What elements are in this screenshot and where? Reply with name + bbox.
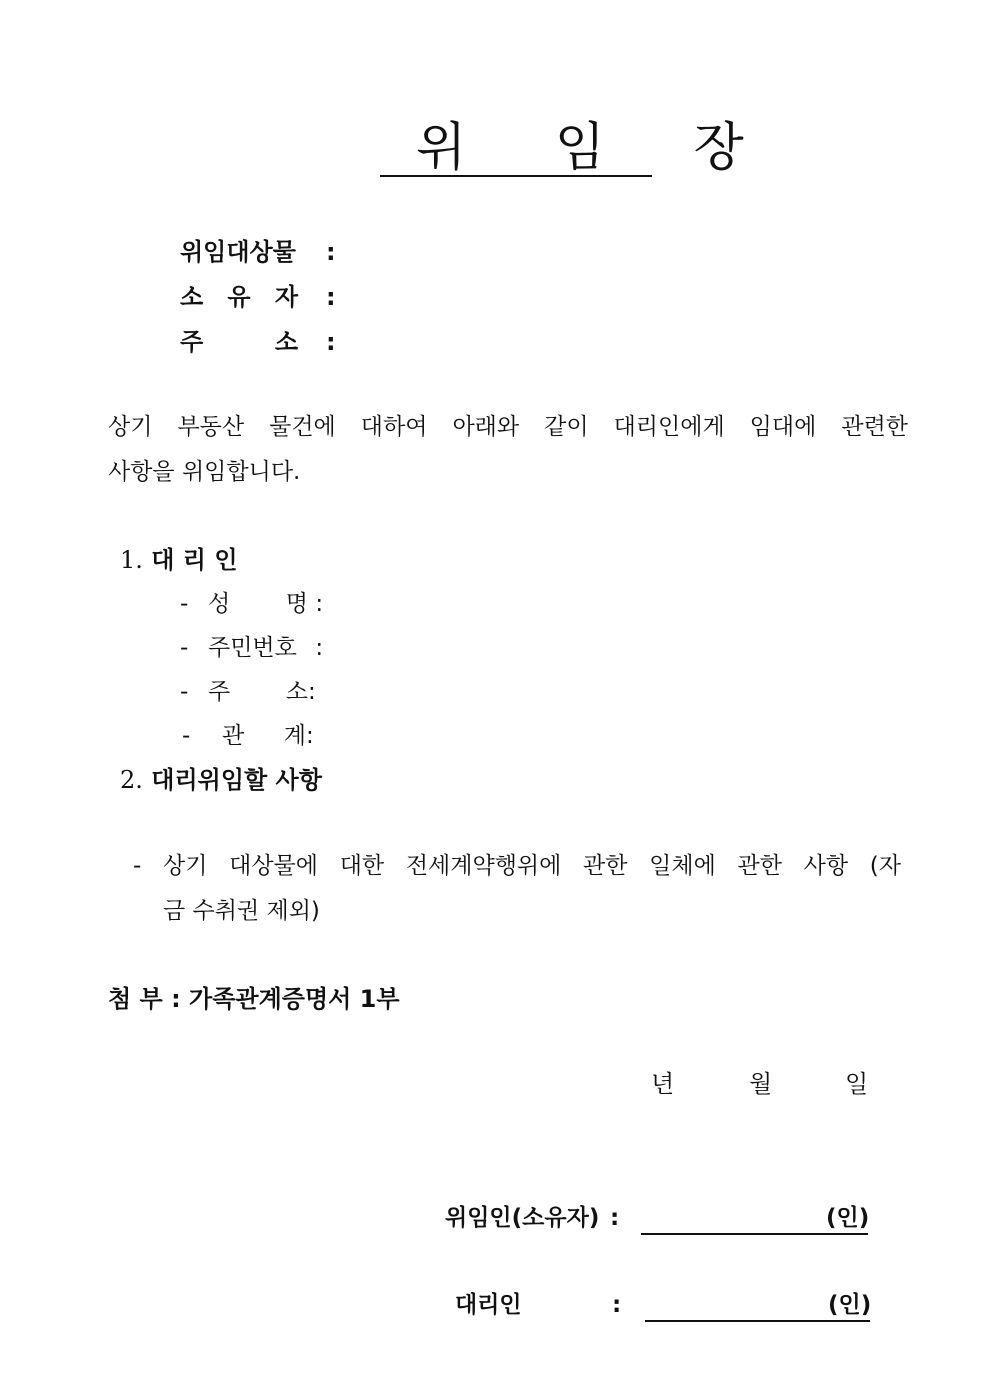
document-title: 위 임 장 xyxy=(416,118,780,178)
target-colon: : xyxy=(326,238,336,266)
colon: : xyxy=(306,723,314,749)
agent-name-label xyxy=(208,588,308,620)
delegator-colon: : xyxy=(610,1205,620,1231)
agent-seal: (인) xyxy=(828,1292,872,1318)
agent-id-row xyxy=(180,632,323,664)
dash: - xyxy=(180,679,189,705)
colon: : xyxy=(315,635,324,661)
agent-relation-row xyxy=(182,720,314,752)
label-char: 관 xyxy=(222,723,245,749)
owner-label xyxy=(180,281,298,313)
label-char: 주 xyxy=(208,679,231,705)
owner-label-char: 자 xyxy=(274,283,298,311)
delegator-seal: (인) xyxy=(826,1205,870,1231)
section-1-title: 대 리 인 xyxy=(151,546,238,574)
colon: : xyxy=(308,679,316,705)
agent-name-row xyxy=(180,588,323,620)
section-1-heading xyxy=(120,544,238,576)
agent-label: 대리인 xyxy=(455,1292,522,1318)
delegation-detail-line-1: - 상기 대상물에 대한 전세계약행위에 관한 일체에 관한 사항 (자 xyxy=(133,853,901,879)
section-2-number: 2. xyxy=(120,766,143,794)
dash: - xyxy=(180,591,189,617)
label-char: 명 xyxy=(285,591,308,617)
agent-relation-label xyxy=(222,720,306,752)
address-label-char: 소 xyxy=(274,328,298,356)
delegator-label: 위임인(소유자) xyxy=(445,1205,600,1231)
agent-address-label xyxy=(208,676,308,708)
address-colon: : xyxy=(326,328,336,356)
date-day: 일 xyxy=(845,1070,869,1098)
delegation-detail-line-2: 금 수취권 제외) xyxy=(163,898,320,924)
dash: - xyxy=(180,635,189,661)
dash: - xyxy=(182,723,191,749)
address-label-char: 주 xyxy=(180,328,204,356)
date-month: 월 xyxy=(749,1070,773,1098)
section-1-number: 1. xyxy=(120,546,143,574)
attachment-line: 첨 부 : 가족관계증명서 1부 xyxy=(108,985,400,1013)
owner-colon: : xyxy=(326,283,336,311)
agent-address-row xyxy=(180,676,316,708)
address-label xyxy=(180,326,298,358)
date-year: 년 xyxy=(651,1070,675,1098)
target-label: 위임대상물 xyxy=(180,238,296,266)
section-2-heading xyxy=(120,764,322,796)
label-char: 성 xyxy=(208,591,231,617)
owner-label-char: 소 xyxy=(180,283,204,311)
agent-colon: : xyxy=(612,1292,622,1318)
section-2-title: 대리위임할 사항 xyxy=(151,766,322,794)
label-char: 소 xyxy=(285,679,308,705)
colon: : xyxy=(315,591,324,617)
title-underline xyxy=(380,175,652,177)
label-char: 계 xyxy=(283,723,306,749)
intro-line-2: 사항을 위임합니다. xyxy=(108,459,301,485)
agent-id-label: 주민번호 xyxy=(208,635,297,661)
owner-label-char: 유 xyxy=(227,283,251,311)
intro-line-1: 상기 부동산 물건에 대하여 아래와 같이 대리인에게 임대에 관련한 xyxy=(108,414,908,440)
